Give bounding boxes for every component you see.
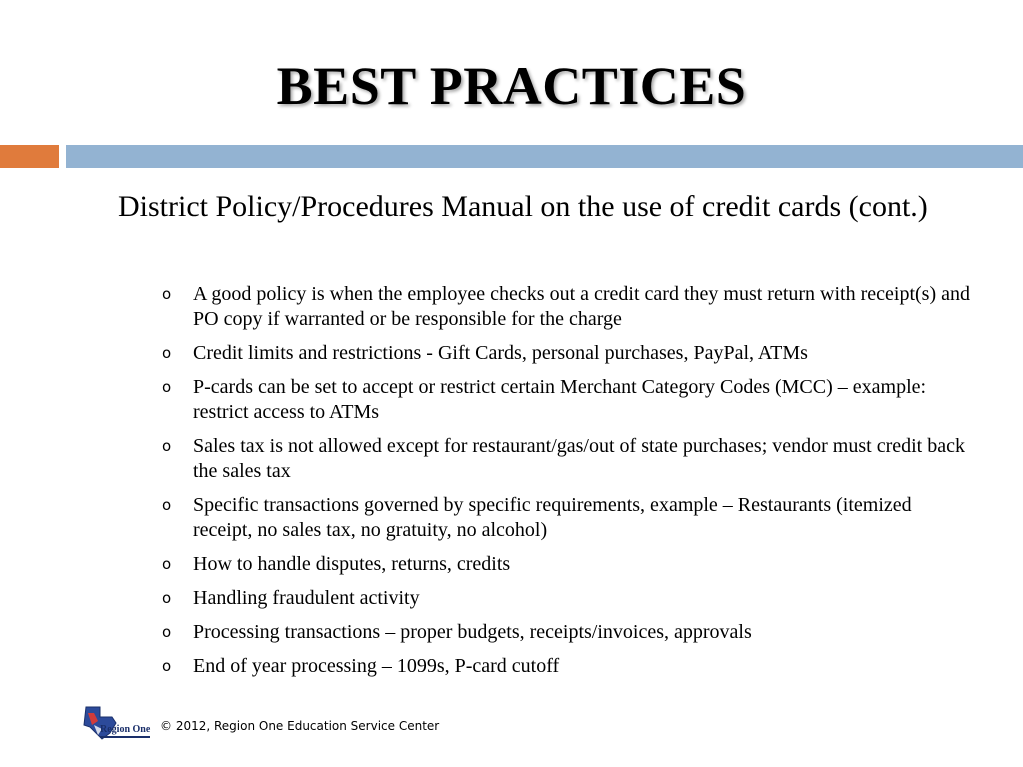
bullet-marker-icon: o	[162, 378, 172, 396]
list-item	[160, 620, 975, 645]
bullet-text: Specific transactions governed by specific requirements, example – Restaurants (itemized receipt, no sales tax, no gratuity, no alcohol)	[193, 494, 912, 541]
bullet-text: How to handle disputes, returns, credits	[193, 553, 511, 575]
list-item	[160, 586, 975, 611]
bullet-text: Processing transactions – proper budgets, receipts/invoices, approvals	[193, 621, 752, 643]
section-heading: District Policy/Procedures Manual on the use of credit cards (cont.)	[118, 190, 928, 223]
bullet-marker-icon: o	[162, 657, 172, 675]
bullet-marker-icon: o	[162, 285, 172, 303]
logo-text: Region One	[100, 724, 151, 735]
bullet-marker-icon: o	[162, 496, 172, 514]
bullet-text: Sales tax is not allowed except for restaurant/gas/out of state purchases; vendor must credit back the sales tax	[193, 435, 965, 482]
bullet-marker-icon: o	[162, 589, 172, 607]
list-item	[160, 493, 975, 543]
bullet-marker-icon: o	[162, 344, 172, 362]
list-item	[160, 341, 975, 366]
bullet-list	[160, 282, 975, 688]
list-item	[160, 552, 975, 577]
list-item	[160, 654, 975, 679]
bullet-marker-icon: o	[162, 623, 172, 641]
region-one-logo-icon	[80, 703, 152, 745]
accent-bar-blue	[66, 145, 1023, 168]
bullet-text: End of year processing – 1099s, P-card cutoff	[193, 655, 560, 677]
bullet-marker-icon: o	[162, 437, 172, 455]
copyright-text: © 2012, Region One Education Service Center	[160, 719, 440, 733]
list-item	[160, 375, 975, 425]
bullet-text: A good policy is when the employee checks out a credit card they must return with receipt(s) and PO copy if warranted or be responsible for the charge	[193, 283, 970, 330]
bullet-text: Credit limits and restrictions - Gift Cards, personal purchases, PayPal, ATMs	[193, 342, 808, 364]
accent-bar-orange	[0, 145, 59, 168]
list-item	[160, 282, 975, 332]
bullet-marker-icon: o	[162, 555, 172, 573]
bullet-text: P-cards can be set to accept or restrict certain Merchant Category Codes (MCC) – example: restrict access to ATMs	[193, 376, 927, 423]
slide-title: BEST PRACTICES	[276, 56, 747, 116]
list-item	[160, 434, 975, 484]
bullet-text: Handling fraudulent activity	[193, 587, 420, 609]
